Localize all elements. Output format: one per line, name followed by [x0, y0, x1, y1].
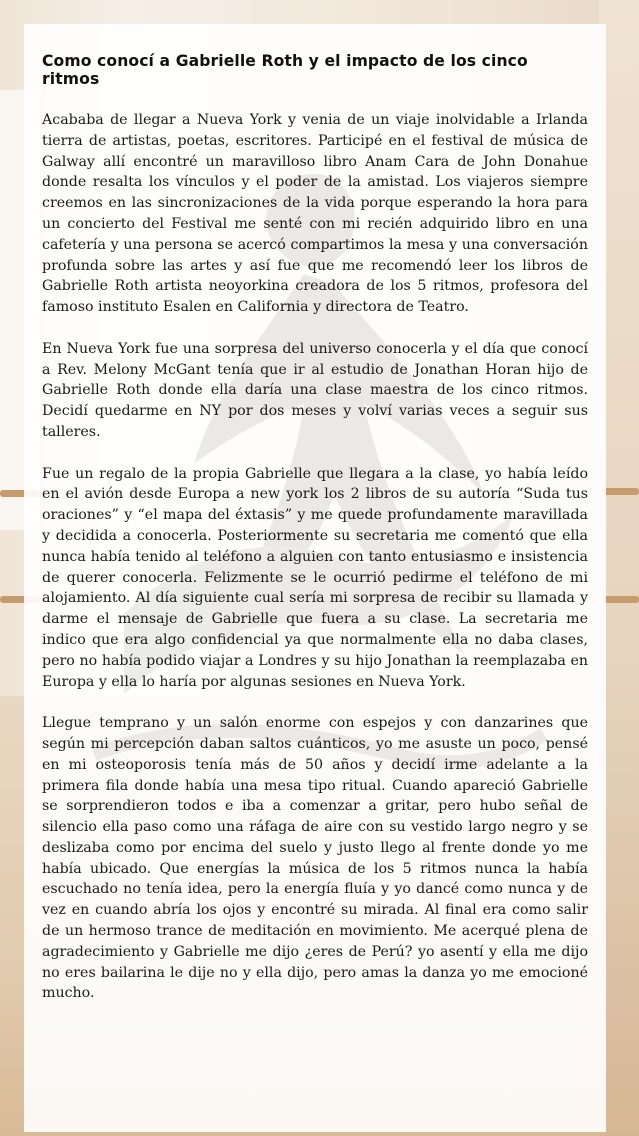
article-title: Como conocí a Gabrielle Roth y el impacto de los cinco ritmos [42, 52, 528, 88]
paragraph: Acababa de llegar a Nueva York y venia de un viaje inolvidable a Irlanda tierra de artistas, poetas, escritores. Participé en el festival de música de Galway allí encontré un maravilloso libro Anam Cara de John Donahue donde resalta los vínculos y el poder de la amistad. Los viajeros siempre creemos en las sincronizaciones de la vida porque esperando la hora para un concierto del Festival me senté con mi recién adquirido libro en una cafetería y una persona se acercó compartimos la mesa y una conversación profunda sobre las artes y así fue que me recomendó leer los libros de Gabrielle Roth artista neoyorkina creadora de los 5 ritmos, profesora del famoso instituto Esalen en California y directora de Teatro. [42, 112, 588, 316]
background-barre [603, 488, 639, 495]
paragraph: Fue un regalo de la propia Gabrielle que llegara a la clase, yo había leído en el avión desde Europa a new york los 2 libros de su autoría “Suda tus oraciones” y “el mapa del éxtasis” y me quede profundamente maravillada y decidida a conocerla. Posteriormente su secretaria me comentó que ella nunca había tenido al teléfono a alguien con tanto entusiasmo e insistencia de querer conocerla. Felizmente se le ocurrió pedirme el teléfono de mi alojamiento. Al día siguiente cual sería mi sorpresa de recibir su llamada y darme el mensaje de Gabrielle que fuera a su clase. La secretaria me indico que era algo confidencial ya que normalmente ella no daba clases, pero no había podido viajar a Londres y su hijo Jonathan la reemplazaba en Europa y ella lo haría por algunas sesiones en Nueva York. [42, 465, 588, 690]
article-panel [24, 24, 606, 1132]
paragraph: En Nueva York fue una sorpresa del universo conocerla y el día que conocí a Rev. Melony McGant tenía que ir al estudio de Jonathan Horan hijo de Gabrielle Roth donde ella daría una clase maestra de los cinco ritmos. Decidí quedarme en NY por dos meses y volví varias veces a seguir sus talleres. [42, 340, 588, 440]
background-barre [603, 596, 639, 603]
paragraph: Llegue temprano y un salón enorme con espejos y con danzarines que según mi percepción daban saltos cuánticos, yo me asuste un poco, pensé en mi osteoporosis tenía más de 50 años y decidí irme adelante a la primera fila donde había una mesa tipo ritual. Cuando apareció Gabrielle se sorprendieron todos e iba a comenzar a gritar, pero hubo señal de silencio ella paso como una ráfaga de aire con su vestido largo negro y se deslizaba como por encima del suelo y justo llego al frente donde yo me había ubicado. Que energías la música de los 5 ritmos nunca la había escuchado no tenía idea, pero la energía fluía y yo dancé como nunca y de vez en cuando abría los ojos y encontré su mirada. Al final era como salir de un hermoso trance de meditación en movimiento. Me acerqué plena de agradecimiento y Gabrielle me dijo ¿eres de Perú? yo asentí y ella me dijo no eres bailarina le dije no y ella dijo, pero amas la danza yo me emocioné mucho. [42, 715, 588, 1002]
